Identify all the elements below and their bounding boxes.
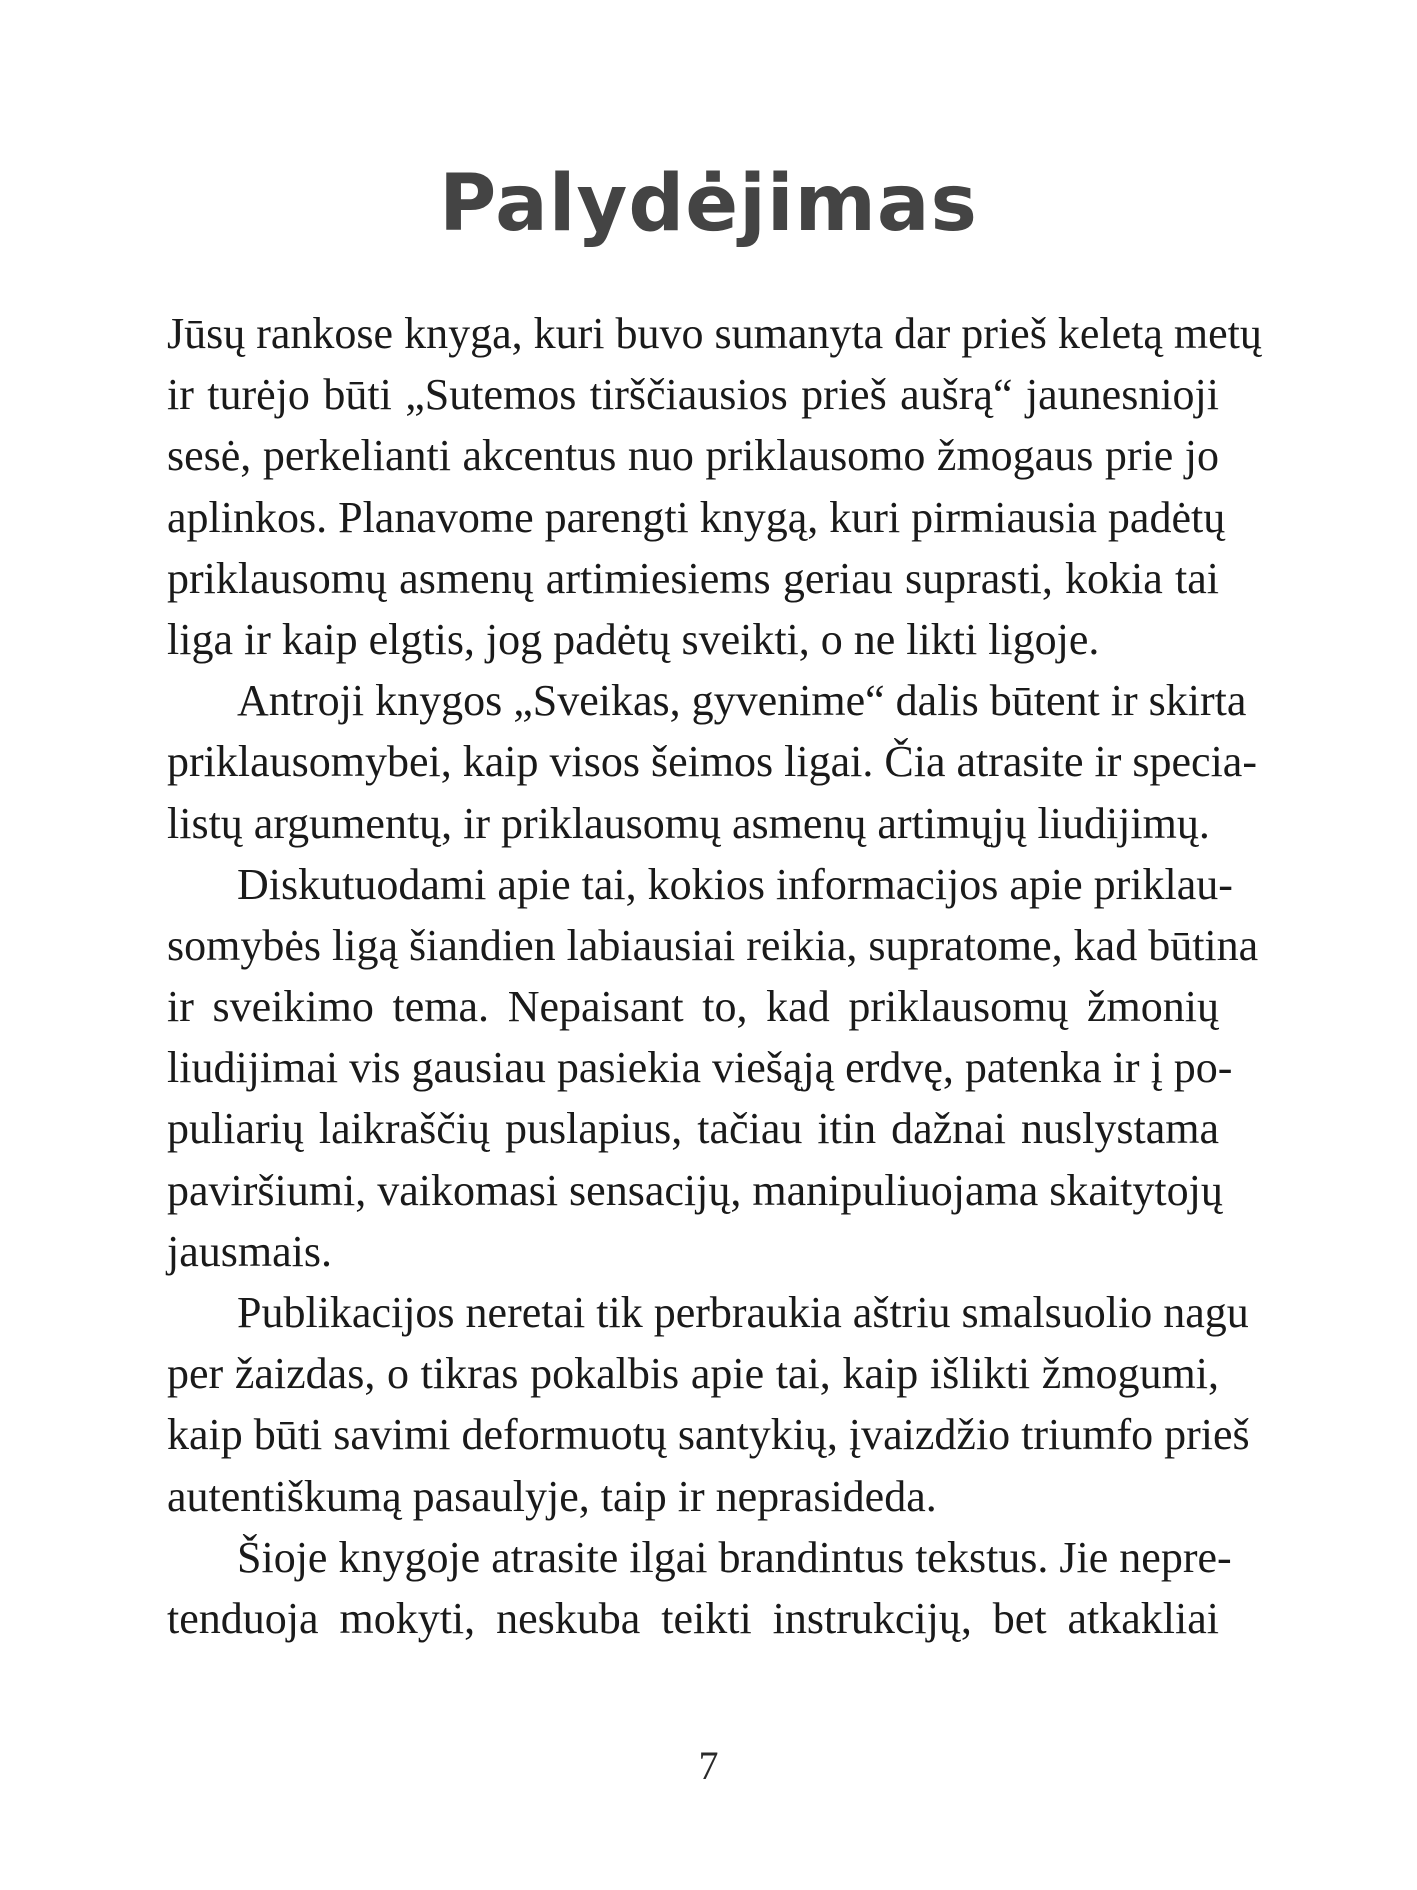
- paragraph: [167, 1527, 1232, 1649]
- text-line: Šioje knygoje atrasite ilgai brandintus tekstus. Jie nepre-: [237, 1532, 1232, 1582]
- text-line: kaip būti savimi deformuotų santykių, įvaizdžio triumfo prieš: [167, 1410, 1250, 1460]
- text-line: jausmais.: [167, 1226, 332, 1276]
- text-line: priklausomų asmenų artimiesiems geriau suprasti, kokia tai: [167, 553, 1219, 603]
- text-line: paviršiumi, vaikomasi sensacijų, manipuliuojama skaitytojų: [167, 1165, 1223, 1215]
- text-line: listų argumentų, ir priklausomų asmenų artimųjų liudijimų.: [167, 798, 1210, 848]
- page-number: 7: [698, 1743, 719, 1788]
- text-line: ir sveikimo tema. Nepaisant to, kad priklausomų žmonių: [167, 982, 1219, 1032]
- text-line: aplinkos. Planavome parengti knygą, kuri pirmiausia padėtų: [167, 492, 1226, 542]
- text-line: ir turėjo būti „Sutemos tirščiausios prieš aušrą“ jaunesnioji: [167, 370, 1219, 420]
- text-line: Jūsų rankose knyga, kuri buvo sumanyta dar prieš keletą metų: [167, 309, 1262, 358]
- text-line: liga ir kaip elgtis, jog padėtų sveikti, o ne likti ligoje.: [167, 614, 1100, 664]
- paragraph: [167, 1282, 1250, 1527]
- chapter-title: Palydėjimas: [439, 159, 978, 249]
- chapter-body: [167, 303, 1262, 1649]
- paragraph: [167, 854, 1259, 1282]
- paragraph: [167, 303, 1262, 670]
- text-line: puliarių laikraščių puslapius, tačiau itin dažnai nuslystama: [167, 1104, 1219, 1154]
- paragraph: [167, 670, 1257, 854]
- text-line: Diskutuodami apie tai, kokios informacijos apie priklau-: [237, 859, 1233, 909]
- text-line: per žaizdas, o tikras pokalbis apie tai, kaip išlikti žmogumi,: [167, 1349, 1219, 1399]
- text-line: Antroji knygos „Sveikas, gyvenime“ dalis būtent ir skirta: [237, 676, 1247, 726]
- text-line: tenduoja mokyti, neskuba teikti instrukcijų, bet atkakliai: [167, 1593, 1219, 1643]
- text-line: autentiškumą pasaulyje, taip ir neprasideda.: [167, 1471, 937, 1521]
- text-line: somybės ligą šiandien labiausiai reikia, supratome, kad būtina: [167, 920, 1259, 970]
- text-line: priklausomybei, kaip visos šeimos ligai. Čia atrasite ir specia-: [167, 737, 1257, 787]
- text-line: liudijimai vis gausiau pasiekia viešąją erdvę, patenka ir į po-: [167, 1043, 1233, 1093]
- text-line: sesė, perkelianti akcentus nuo priklausomo žmogaus prie jo: [167, 431, 1219, 481]
- text-line: Publikacijos neretai tik perbraukia aštriu smalsuolio nagu: [237, 1288, 1249, 1337]
